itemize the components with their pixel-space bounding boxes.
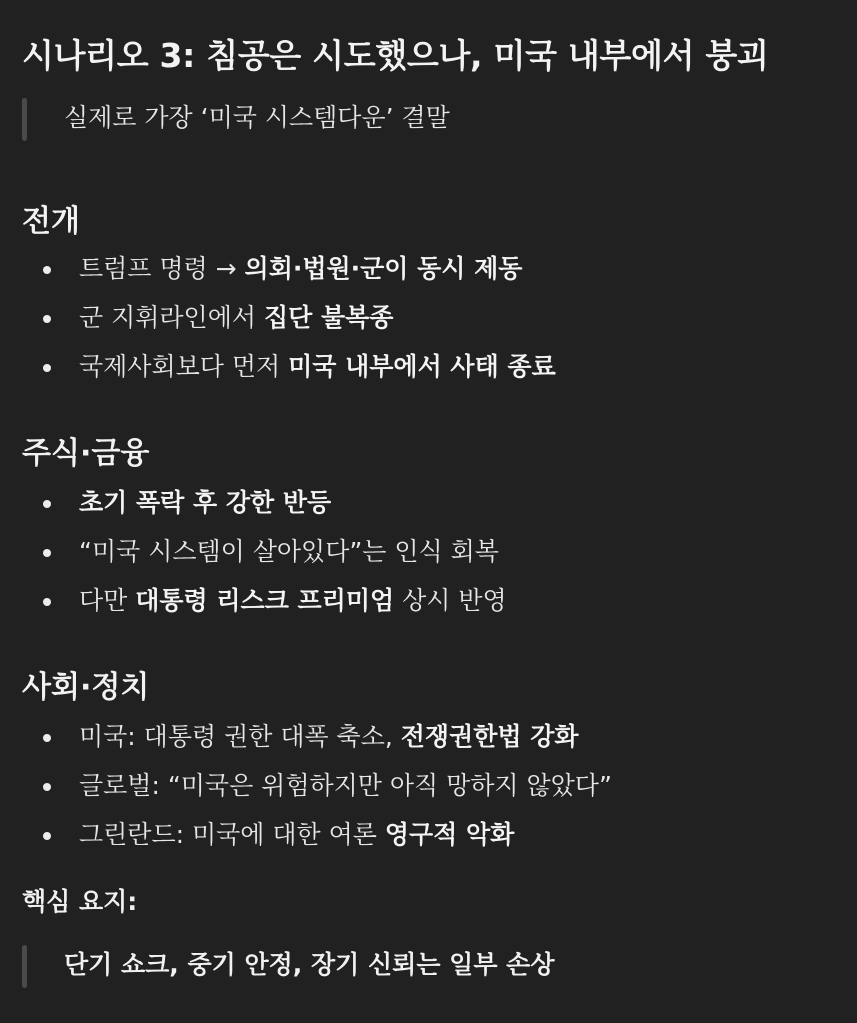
bullet-icon	[43, 598, 51, 606]
bullet-icon	[43, 734, 51, 742]
section-list-development	[22, 252, 556, 399]
section-list-stocks-finance	[22, 486, 507, 633]
key-point-quote	[22, 948, 554, 982]
list-item: 군 지휘라인에서 집단 불복종	[22, 301, 556, 350]
page-title: 시나리오 3: 침공은 시도했으나, 미국 내부에서 붕괴	[22, 36, 769, 75]
list-item: 글로벌: “미국은 위험하지만 아직 망하지 않았다”	[22, 769, 612, 818]
list-item: 미국: 대통령 권한 대폭 축소, 전쟁권한법 강화	[22, 720, 612, 769]
section-heading-development: 전개	[22, 204, 80, 239]
list-item: 초기 폭락 후 강한 반등	[22, 486, 507, 535]
section-list-society-politics	[22, 720, 612, 867]
bullet-icon	[43, 832, 51, 840]
bullet-icon	[43, 315, 51, 323]
bullet-icon	[43, 783, 51, 791]
list-item: 다만 대통령 리스크 프리미엄 상시 반영	[22, 584, 507, 633]
list-item: 국제사회보다 먼저 미국 내부에서 사태 종료	[22, 350, 556, 399]
summary-quote-text: 실제로 가장 ‘미국 시스템다운’ 결말	[64, 103, 450, 132]
list-item: 트럼프 명령 → 의회·법원·군이 동시 제동	[22, 252, 556, 301]
key-point-quote-text: 단기 쇼크, 중기 안정, 장기 신뢰는 일부 손상	[64, 950, 555, 979]
section-heading-stocks-finance: 주식·금융	[22, 436, 150, 471]
bullet-icon	[43, 549, 51, 557]
bullet-icon	[43, 266, 51, 274]
list-item: 그린란드: 미국에 대한 여론 영구적 악화	[22, 818, 612, 867]
bullet-icon	[43, 364, 51, 372]
summary-quote	[22, 101, 450, 135]
section-heading-society-politics: 사회·정치	[22, 670, 150, 705]
bullet-icon	[43, 500, 51, 508]
list-item: “미국 시스템이 살아있다”는 인식 회복	[22, 535, 507, 584]
key-point-label: 핵심 요지:	[22, 887, 138, 916]
